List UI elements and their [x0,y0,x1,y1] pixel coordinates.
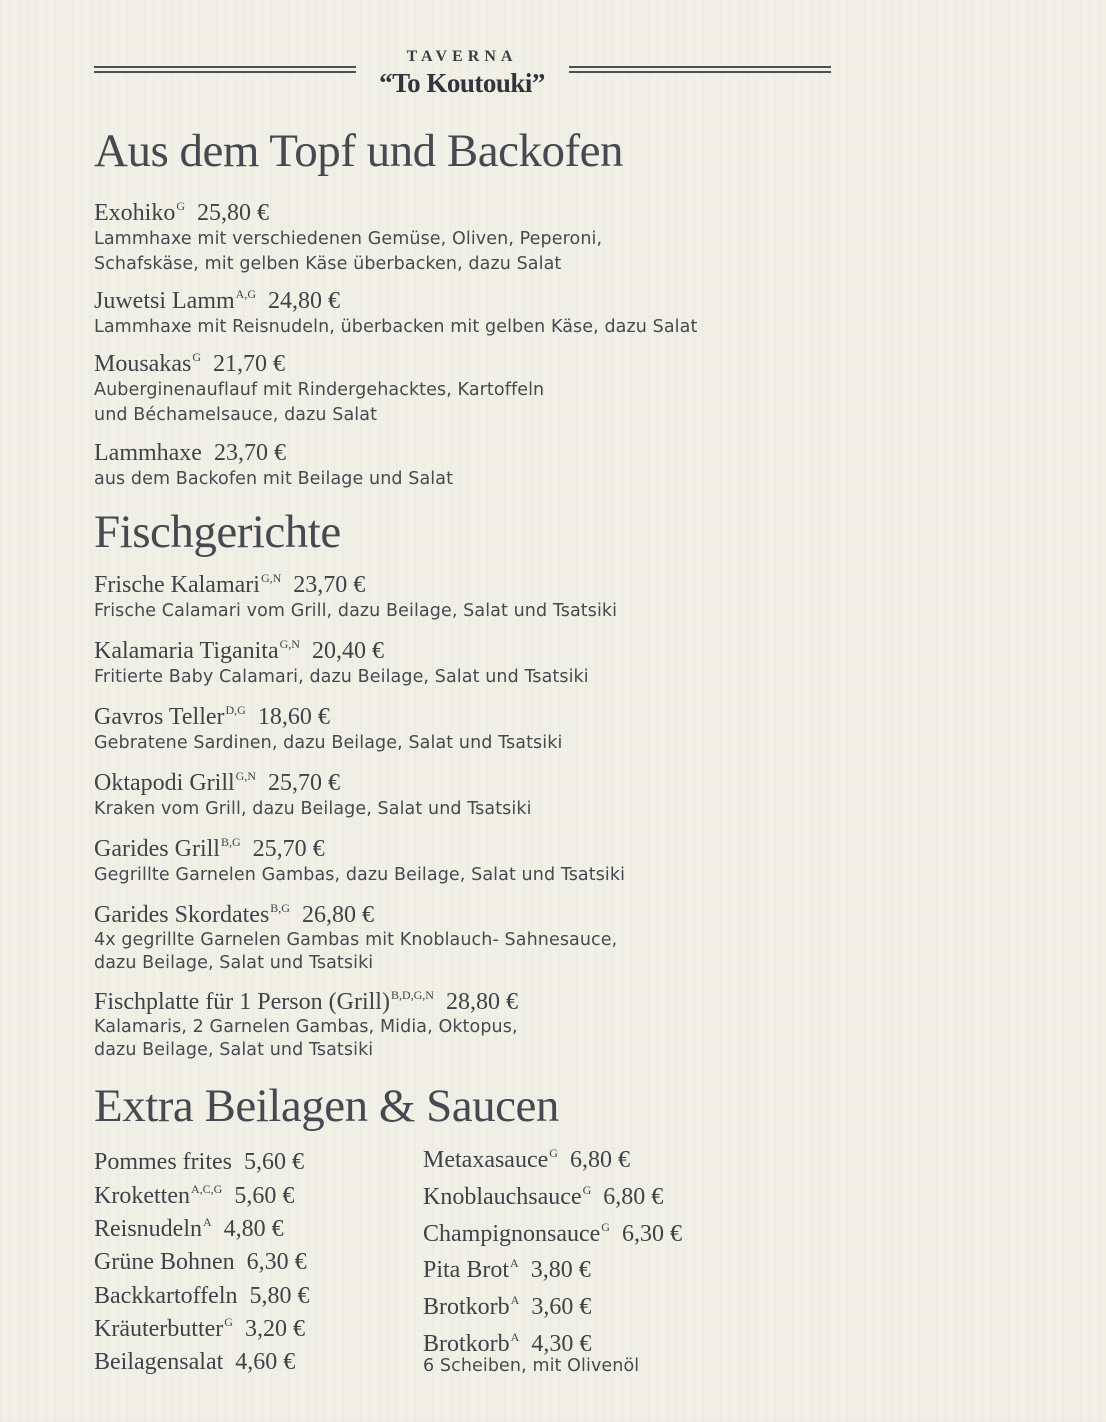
item-price: 5,80 € [249,1283,310,1309]
item-title [94,988,794,1016]
item-title [94,571,794,599]
item-name: Kroketten [94,1183,190,1209]
allergen-codes: G,N [235,769,256,783]
menu-item [94,199,794,277]
item-name: Pita Brot [423,1257,510,1283]
side-item [94,1148,304,1176]
menu-item [94,988,794,1062]
allergen-codes: A [203,1215,212,1229]
item-price: 25,80 € [197,200,269,226]
allergen-codes: D,G [225,703,246,717]
allergen-codes: G [224,1315,233,1329]
item-name: Beilagensalat [94,1349,224,1375]
item-title [94,287,794,315]
allergen-codes: G [601,1220,610,1234]
item-name: Kräuterbutter [94,1316,224,1342]
allergen-codes: G [192,350,201,364]
item-name: Garides Skordates [94,902,270,928]
item-name: Exohiko [94,200,176,226]
item-price: 6,80 € [603,1184,664,1210]
item-name: Reisnudeln [94,1216,202,1242]
item-name: Brotkorb [423,1294,510,1320]
item-title [94,703,794,731]
item-description: aus dem Backofen mit Beilage und Salat [94,469,454,489]
item-title [94,637,794,665]
menu-item [94,703,794,756]
allergen-codes: G [176,199,185,213]
item-description: Lammhaxe mit verschiedenen Gemüse, Oliven, Peperoni, [94,229,603,249]
item-description: und Béchamelsauce, dazu Salat [94,405,378,425]
item-price: 28,80 € [445,989,518,1015]
item-description: Fritierte Baby Calamari, dazu Beilage, Salat und Tsatsiki [94,667,589,687]
item-name: Kalamaria Tiganita [94,638,279,664]
item-description: 6 Scheiben, mit Olivenöl [423,1356,640,1376]
item-price: 23,70 € [213,440,286,466]
item-name: Backkartoffeln [94,1283,238,1309]
item-name: Lammhaxe [94,440,202,466]
section-title-beilagen: Extra Beilagen & Saucen [94,1080,559,1132]
menu-item [94,350,794,428]
side-item [423,1330,639,1379]
item-price: 3,20 € [244,1316,305,1342]
section-title-fisch: Fischgerichte [94,506,341,558]
item-name: Champignonsauce [423,1221,601,1247]
allergen-codes: A,C,G [190,1182,223,1196]
allergen-codes: B,D,G,N [390,988,434,1002]
allergen-codes: A [510,1256,519,1270]
menu-item [94,571,794,624]
item-name: Oktapodi Grill [94,770,235,796]
restaurant-header [94,44,830,104]
item-price: 6,80 € [569,1147,630,1173]
menu-item [94,835,794,888]
side-item [94,1248,307,1276]
item-title [94,439,794,467]
item-description: 4x gegrillte Garnelen Gambas mit Knoblauch- Sahnesauce, [94,930,618,950]
allergen-codes: B,G [220,835,241,849]
allergen-codes: A [510,1293,520,1307]
item-name: Gavros Teller [94,704,225,730]
side-item [94,1315,305,1343]
item-price: 6,30 € [621,1221,682,1247]
item-price: 20,40 € [311,638,384,664]
allergen-codes: G [549,1146,558,1160]
item-name: Mousakas [94,351,192,377]
item-price: 25,70 € [252,836,325,862]
menu-item [94,287,794,340]
item-name: Pommes frites [94,1149,232,1175]
item-description: Lammhaxe mit Reisnudeln, überbacken mit gelben Käse, dazu Salat [94,317,698,337]
allergen-codes: A [510,1330,520,1344]
item-name: Knoblauchsauce [423,1184,582,1210]
allergen-codes: A,G [235,287,256,301]
side-item [423,1183,663,1211]
side-item [423,1146,630,1174]
item-price: 4,60 € [235,1349,296,1375]
item-name: Brotkorb [423,1331,510,1357]
item-description: Gegrillte Garnelen Gambas, dazu Beilage, Salat und Tsatsiki [94,865,626,885]
allergen-codes: G,N [260,571,282,585]
section-title-topf: Aus dem Topf und Backofen [94,125,623,177]
item-description: Gebratene Sardinen, dazu Beilage, Salat und Tsatsiki [94,733,563,753]
item-price: 18,60 € [257,704,330,730]
side-item [94,1182,294,1210]
item-price: 5,60 € [244,1149,304,1175]
menu-item [94,637,794,690]
item-name: Grüne Bohnen [94,1249,235,1275]
item-name: Garides Grill [94,836,220,862]
item-description: Schafskäse, mit gelben Käse überbacken, dazu Salat [94,254,562,274]
menu-item [94,769,794,822]
side-item [94,1282,310,1310]
item-price: 5,60 € [234,1183,295,1209]
allergen-codes: B,G [270,901,290,915]
side-item [94,1348,295,1376]
item-title [94,199,794,227]
item-name: Juwetsi Lamm [94,288,235,314]
item-description: dazu Beilage, Salat und Tsatsiki [94,1040,374,1060]
menu-item [94,439,794,492]
item-price: 25,70 € [268,770,340,796]
brand-name: “To Koutouki” [379,68,545,98]
side-item [423,1293,591,1321]
item-price: 21,70 € [213,351,285,377]
item-price: 4,30 € [531,1331,592,1357]
side-item [94,1215,284,1243]
item-price: 3,80 € [530,1257,591,1283]
item-description: Kalamaris, 2 Garnelen Gambas, Midia, Oktopus, [94,1017,518,1037]
item-title [94,769,794,797]
menu-item [94,901,794,975]
item-price: 23,70 € [293,572,366,598]
item-price: 6,30 € [246,1249,307,1275]
brand-pre: TAVERNA [406,48,518,65]
side-item [423,1220,682,1248]
item-title [94,350,794,378]
item-description: dazu Beilage, Salat und Tsatsiki [94,953,374,973]
allergen-codes: G,N [279,637,300,651]
item-description: Auberginenauflauf mit Rindergehacktes, Kartoffeln [94,380,545,400]
item-name: Metaxasauce [423,1147,549,1173]
item-price: 3,60 € [531,1294,592,1320]
item-description: Kraken vom Grill, dazu Beilage, Salat und Tsatsiki [94,799,532,819]
side-item [423,1256,591,1284]
item-title [94,835,794,863]
item-price: 26,80 € [301,902,374,928]
item-name: Fischplatte für 1 Person (Grill) [94,989,390,1015]
item-description: Frische Calamari vom Grill, dazu Beilage, Salat und Tsatsiki [94,601,618,621]
item-name: Frische Kalamari [94,572,260,598]
item-title [94,901,794,929]
item-price: 24,80 € [268,288,340,314]
item-price: 4,80 € [223,1216,284,1242]
allergen-codes: G [582,1183,592,1197]
